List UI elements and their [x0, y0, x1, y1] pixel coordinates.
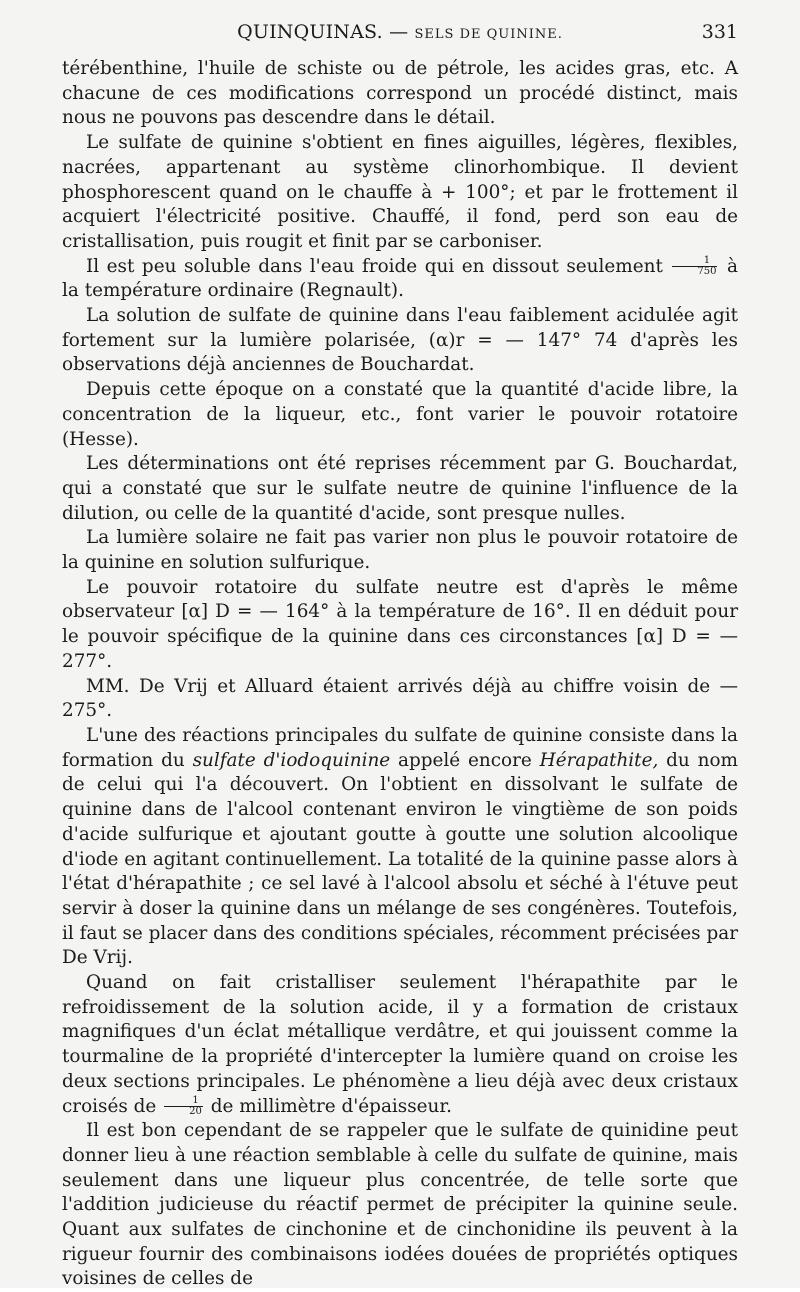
- fraction-numerator: 1: [164, 1096, 203, 1107]
- paragraph: [62, 971, 738, 1119]
- fraction: [672, 256, 717, 277]
- paragraph: térébenthine, l'huile de schiste ou de pétrole, les acides gras, etc. A chacune de ces modifications correspond un procédé distinct, mais nous ne pouvons pas descendre dans le détail.: [62, 58, 738, 129]
- fraction: [164, 1096, 203, 1117]
- running-title: [62, 18, 738, 49]
- paragraph: [62, 255, 738, 304]
- running-title-sub: SELS DE QUININE.: [414, 27, 563, 42]
- paragraph: Il est bon cependant de se rappeler que le sulfate de quinidine peut donner lieu à une réaction semblable à celle du sulfate de quinine, mais seulement dans une liqueur plus concentrée, de telle sorte que l'addition judicieuse du réactif permet de précipiter la quinine seule. Quant aux sulfates de cinchonine et de cinchonidine ils peuvent à la rigueur fournir des combinaisons iodées douées de propriétés optiques voisines de celles de: [62, 1120, 738, 1290]
- paragraph-text: à la température ordinaire (Regnault).: [62, 255, 738, 302]
- paragraph-text: L'une des réactions principales du sulfate de quinine consiste dans la formation du: [62, 724, 738, 771]
- paragraph: MM. De Vrij et Alluard étaient arrivés déjà au chiffre voisin de — 275°.: [62, 675, 738, 722]
- page-number: 331: [701, 21, 738, 43]
- fraction-numerator: 1: [672, 256, 717, 267]
- paragraph: La lumière solaire ne fait pas varier non plus le pouvoir rotatoire de la quinine en solution sulfurique.: [62, 527, 738, 574]
- running-head: [62, 18, 738, 46]
- running-title-main: QUINQUINAS.: [237, 21, 383, 43]
- paragraph-text: Quand on fait cristalliser seulement l'hérapathite par le refroidissement de la solution acide, il y a formation de cristaux magnifiques d'un éclat métallique verdâtre, et qui jouissent comme la tourmaline de la propriété d'intercepter la lumière quand on croise les deux sections principales. Le phénomène a lieu déjà avec deux cristaux croisés de: [62, 972, 738, 1117]
- fraction-denominator: 20: [189, 1106, 202, 1118]
- italic-term: Hérapathite,: [539, 749, 659, 771]
- paragraph-text: Il est peu soluble dans l'eau froide qui en dissout seulement: [86, 255, 663, 277]
- fraction-denominator: 750: [697, 266, 717, 278]
- paragraph: La solution de sulfate de quinine dans l'eau faiblement acidulée agit fortement sur la lumière polarisée, (α)r = — 147° 74 d'après les observations déjà anciennes de Bouchardat.: [62, 305, 738, 376]
- paragraph: Le sulfate de quinine s'obtient en fines aiguilles, légères, flexibles, nacrées, appartenant au système clinorhombique. Il devient phosphorescent quand on le chauffe à + 100°; et par le frottement il acquiert l'électricité positive. Chauffé, il fond, perd son eau de cristallisation, puis rougit et finit par se carboniser.: [62, 132, 738, 252]
- italic-term: sulfate d'iodoquinine: [192, 749, 391, 771]
- running-title-dash: —: [389, 21, 409, 43]
- paragraph-text: du nom de celui qui l'a découvert. On l'obtient en dissolvant le sulfate de quinine dans de l'alcool contenant environ le vingtième de son poids d'acide sulfurique et ajoutant goutte à goutte une solution alcoolique d'iode en agitant continuellement. La totalité de la quinine passe alors à l'état d'hérapathite ; ce sel lavé à l'alcool absolu et séché à l'étuve peut servir à doser la quinine dans un mélange de ses congénères. Toutefois, il faut se placer dans des conditions spéciales, récomment précisées par De Vrij.: [62, 749, 738, 969]
- paragraph-text: appelé encore: [398, 749, 532, 771]
- paragraph: Depuis cette époque on a constaté que la quantité d'acide libre, la concentration de la liqueur, etc., font varier le pouvoir rotatoire (Hesse).: [62, 379, 738, 450]
- paragraph: [62, 724, 738, 971]
- paragraph-text: de millimètre d'épaisseur.: [210, 1095, 453, 1117]
- body-text: [62, 57, 738, 1292]
- paragraph: Le pouvoir rotatoire du sulfate neutre est d'après le même observateur [α] D = — 164° à la température de 16°. Il en déduit pour le pouvoir spécifique de la quinine dans ces circonstances [α] D = — 277°.: [62, 576, 738, 672]
- paragraph: Les déterminations ont été reprises récemment par G. Bouchardat, qui a constaté que sur le sulfate neutre de quinine l'influence de la dilution, ou celle de la quantité d'acide, sont presque nulles.: [62, 453, 738, 524]
